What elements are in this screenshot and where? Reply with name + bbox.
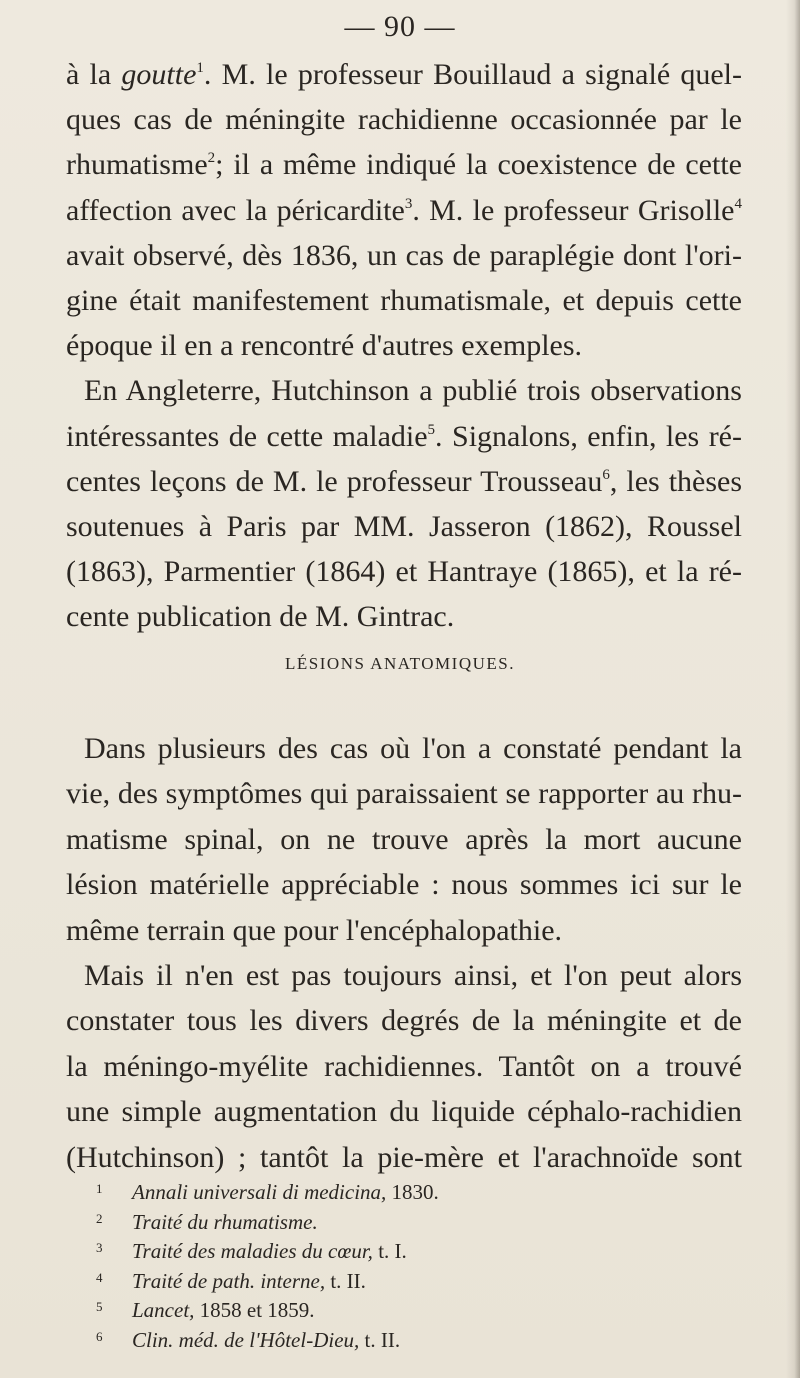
text-segment: . Signalons, enfin, les ré-: [435, 419, 742, 453]
text-segment: rhumatisme: [66, 148, 208, 182]
footnote-number: 3: [96, 1240, 103, 1256]
footnote-ref: 2: [207, 150, 216, 167]
text-line: (Hutchinson) ; tantôt la pie-mère et l'arachnoïde sont: [66, 1140, 742, 1174]
footnote-number: 5: [96, 1299, 103, 1315]
footnote: [96, 1265, 696, 1295]
text-line: gine était manifestement rhumatismale, et depuis cette: [66, 284, 742, 318]
footnote-title: Lancet,: [132, 1298, 195, 1323]
footnote-detail: t. II.: [359, 1327, 401, 1352]
footnote-number: 2: [96, 1210, 103, 1226]
text-line: époque il en a rencontré d'autres exemples.: [66, 329, 583, 363]
text-line: vie, des symptômes qui paraissaient se rapporter au rhu-: [66, 777, 742, 811]
footnote-number: 4: [96, 1269, 103, 1285]
text-line: [66, 142, 742, 187]
footnote: [96, 1294, 696, 1324]
text-line: [66, 414, 742, 459]
text-segment: . M. le professeur Grisolle: [412, 193, 735, 227]
footnote-title: Traité des maladies du cœur,: [132, 1239, 373, 1264]
paragraph-2: [66, 726, 742, 1180]
section-heading: LÉSIONS ANATOMIQUES.: [285, 654, 515, 673]
text-line: constater tous les divers degrés de la méningite et de: [66, 1004, 742, 1038]
footnote-title: Annali universali di medicina,: [132, 1180, 387, 1204]
text-segment: . M. le professeur Bouillaud a signalé quel-: [203, 58, 743, 91]
footnote: [96, 1176, 696, 1206]
footnote-ref: 6: [602, 466, 610, 483]
footnote-title: Traité de path. interne,: [132, 1268, 326, 1293]
text-segment: ; il a même indiqué la coexistence de cette: [215, 148, 742, 182]
text-line: lésion matérielle appréciable : nous sommes ici sur le: [66, 868, 742, 902]
footnote-detail: t. I.: [372, 1239, 407, 1264]
text-line: même terrain que pour l'encéphalopathie.: [66, 913, 563, 947]
text-line: matisme spinal, on ne trouve après la mort aucune: [66, 822, 742, 856]
text-line: la méningo-myélite rachidiennes. Tantôt on a trouvé: [66, 1049, 742, 1083]
footnotes: [96, 1176, 696, 1354]
text-line: [66, 459, 742, 504]
footnote: [96, 1206, 696, 1236]
text-line: En Angleterre, Hutchinson a publié trois observations: [84, 374, 742, 408]
text-line: ques cas de méningite rachidienne occasionnée par le: [66, 103, 742, 137]
text-segment: intéressantes de cette maladie: [66, 419, 428, 453]
text-segment: centes leçons de M. le professeur Trousseau: [66, 464, 603, 498]
page-number: — 90 —: [344, 10, 456, 43]
footnote: [96, 1324, 696, 1354]
italic-word: goutte: [121, 58, 197, 91]
text-line: Dans plusieurs des cas où l'on a constaté pendant la: [84, 732, 742, 765]
text-segment: affection avec la péricardite: [66, 193, 405, 227]
footnote-detail: 1830.: [386, 1180, 439, 1204]
footnote-detail: t. II.: [325, 1268, 366, 1293]
text-line: soutenues à Paris par MM. Jasseron (1862), Roussel: [66, 510, 742, 544]
text-line: Mais il n'en est pas toujours ainsi, et l'on peut alors: [84, 959, 742, 993]
text-line: [66, 188, 742, 233]
text-line: une simple augmentation du liquide céphalo-rachidien: [66, 1095, 742, 1129]
footnote-title: Traité du rhumatisme.: [132, 1209, 318, 1234]
text-line: cente publication de M. Gintrac.: [66, 600, 455, 634]
page-edge-shadow: [786, 0, 800, 1378]
footnote-detail: 1858 et 1859.: [194, 1298, 315, 1323]
footnote-ref: 4: [734, 195, 742, 212]
text-segment: à la: [66, 58, 122, 91]
footnote-ref: 3: [404, 195, 413, 212]
footnote-number: 6: [96, 1328, 103, 1344]
text-line: [66, 52, 742, 97]
footnote-ref: 5: [427, 421, 436, 438]
text-line: (1863), Parmentier (1864) et Hantraye (1865), et la ré-: [66, 555, 742, 589]
footnote-number: 1: [96, 1181, 103, 1196]
text-segment: , les thèses: [609, 464, 743, 498]
text-line: avait observé, dès 1836, un cas de paraplégie dont l'ori-: [66, 238, 742, 272]
paragraph-1: [66, 52, 742, 640]
footnote-ref: 1: [196, 60, 204, 76]
footnote-title: Clin. méd. de l'Hôtel-Dieu,: [132, 1327, 360, 1352]
footnote: [96, 1235, 696, 1265]
